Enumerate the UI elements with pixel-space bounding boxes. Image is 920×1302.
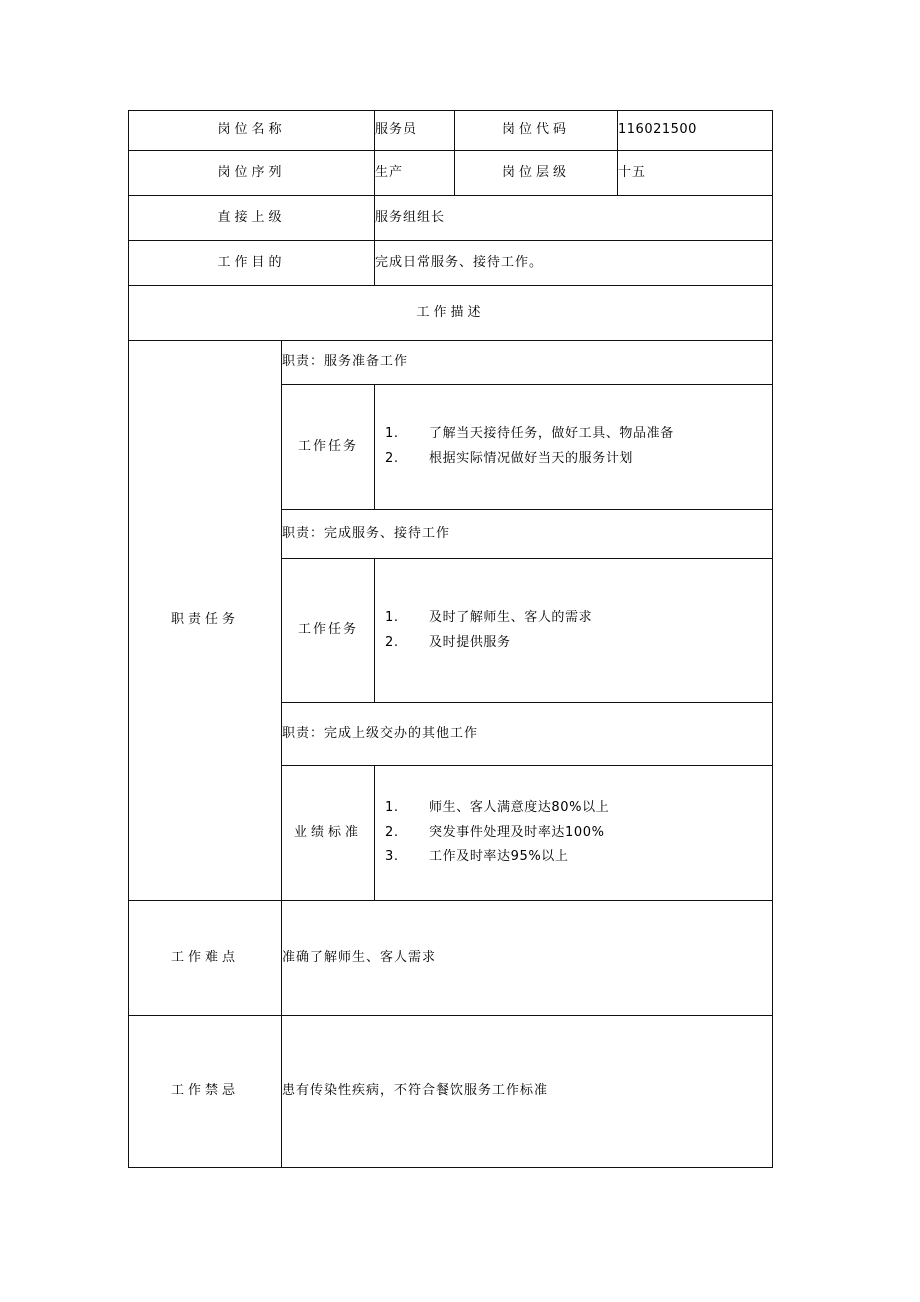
cell-taboo-label: 工作禁忌 <box>129 1016 282 1168</box>
duty-heading-2: 职责：完成服务、接待工作 <box>282 510 773 559</box>
list-text: 根据实际情况做好当天的服务计划 <box>429 451 634 466</box>
table-row-difficulty <box>129 901 773 1016</box>
cell-performance-list <box>375 766 773 901</box>
table-row-job-purpose <box>129 241 773 286</box>
task-list-1 <box>375 422 772 471</box>
cell-taboo-value: 患有传染性疾病，不符合餐饮服务工作标准 <box>282 1016 773 1168</box>
section-banner-work-description: 工作描述 <box>129 286 773 341</box>
list-index: 2. <box>385 634 399 650</box>
list-index: 2. <box>385 824 399 840</box>
list-index: 1. <box>385 799 399 815</box>
performance-list <box>375 796 772 870</box>
table-row-duty-1-heading <box>129 341 773 385</box>
cell-direct-superior-value: 服务组组长 <box>375 196 773 241</box>
cell-direct-superior-label: 直接上级 <box>129 196 375 241</box>
list-item <box>385 796 772 821</box>
list-item <box>385 422 772 447</box>
table-row-job-name <box>129 111 773 151</box>
cell-job-purpose-value: 完成日常服务、接待工作。 <box>375 241 773 286</box>
cell-task-label-1: 工作任务 <box>282 385 375 510</box>
table-row-job-series <box>129 151 773 196</box>
list-text: 师生、客人满意度达80%以上 <box>429 799 610 815</box>
list-item <box>385 821 772 846</box>
duty-heading-3: 职责：完成上级交办的其他工作 <box>282 703 773 766</box>
cell-task-list-1 <box>375 385 773 510</box>
cell-difficulty-label: 工作难点 <box>129 901 282 1016</box>
cell-duties-label: 职责任务 <box>129 341 282 901</box>
list-text: 及时了解师生、客人的需求 <box>429 609 593 625</box>
table-row-direct-superior <box>129 196 773 241</box>
task-list-2 <box>375 606 772 655</box>
list-index: 1. <box>385 609 399 625</box>
table-row-section-banner <box>129 286 773 341</box>
cell-job-code-value: 116021500 <box>618 111 773 151</box>
list-text: 工作及时率达95%以上 <box>429 849 569 865</box>
cell-job-code-label: 岗位代码 <box>455 111 618 151</box>
cell-job-purpose-label: 工作目的 <box>129 241 375 286</box>
cell-job-level-label: 岗位层级 <box>455 151 618 196</box>
cell-task-label-2: 工作任务 <box>282 559 375 703</box>
list-index: 1. <box>385 426 399 442</box>
list-text: 突发事件处理及时率达100% <box>429 824 605 840</box>
cell-task-list-2 <box>375 559 773 703</box>
list-text: 及时提供服务 <box>429 634 511 650</box>
cell-job-name-label: 岗位名称 <box>129 111 375 151</box>
list-text: 了解当天接待任务，做好工具、物品准备 <box>429 426 674 442</box>
cell-performance-label: 业绩标准 <box>282 766 375 901</box>
list-item <box>385 447 772 472</box>
cell-job-name-value: 服务员 <box>375 111 455 151</box>
cell-job-series-label: 岗位序列 <box>129 151 375 196</box>
cell-job-series-value: 生产 <box>375 151 455 196</box>
list-index: 3. <box>385 849 399 865</box>
list-index: 2. <box>385 451 399 466</box>
duty-heading-1: 职责：服务准备工作 <box>282 341 773 385</box>
cell-job-level-value: 十五 <box>618 151 773 196</box>
table-row-taboo <box>129 1016 773 1168</box>
list-item <box>385 631 772 656</box>
cell-difficulty-value: 准确了解师生、客人需求 <box>282 901 773 1016</box>
list-item <box>385 845 772 870</box>
list-item <box>385 606 772 631</box>
job-description-table <box>128 110 773 1168</box>
